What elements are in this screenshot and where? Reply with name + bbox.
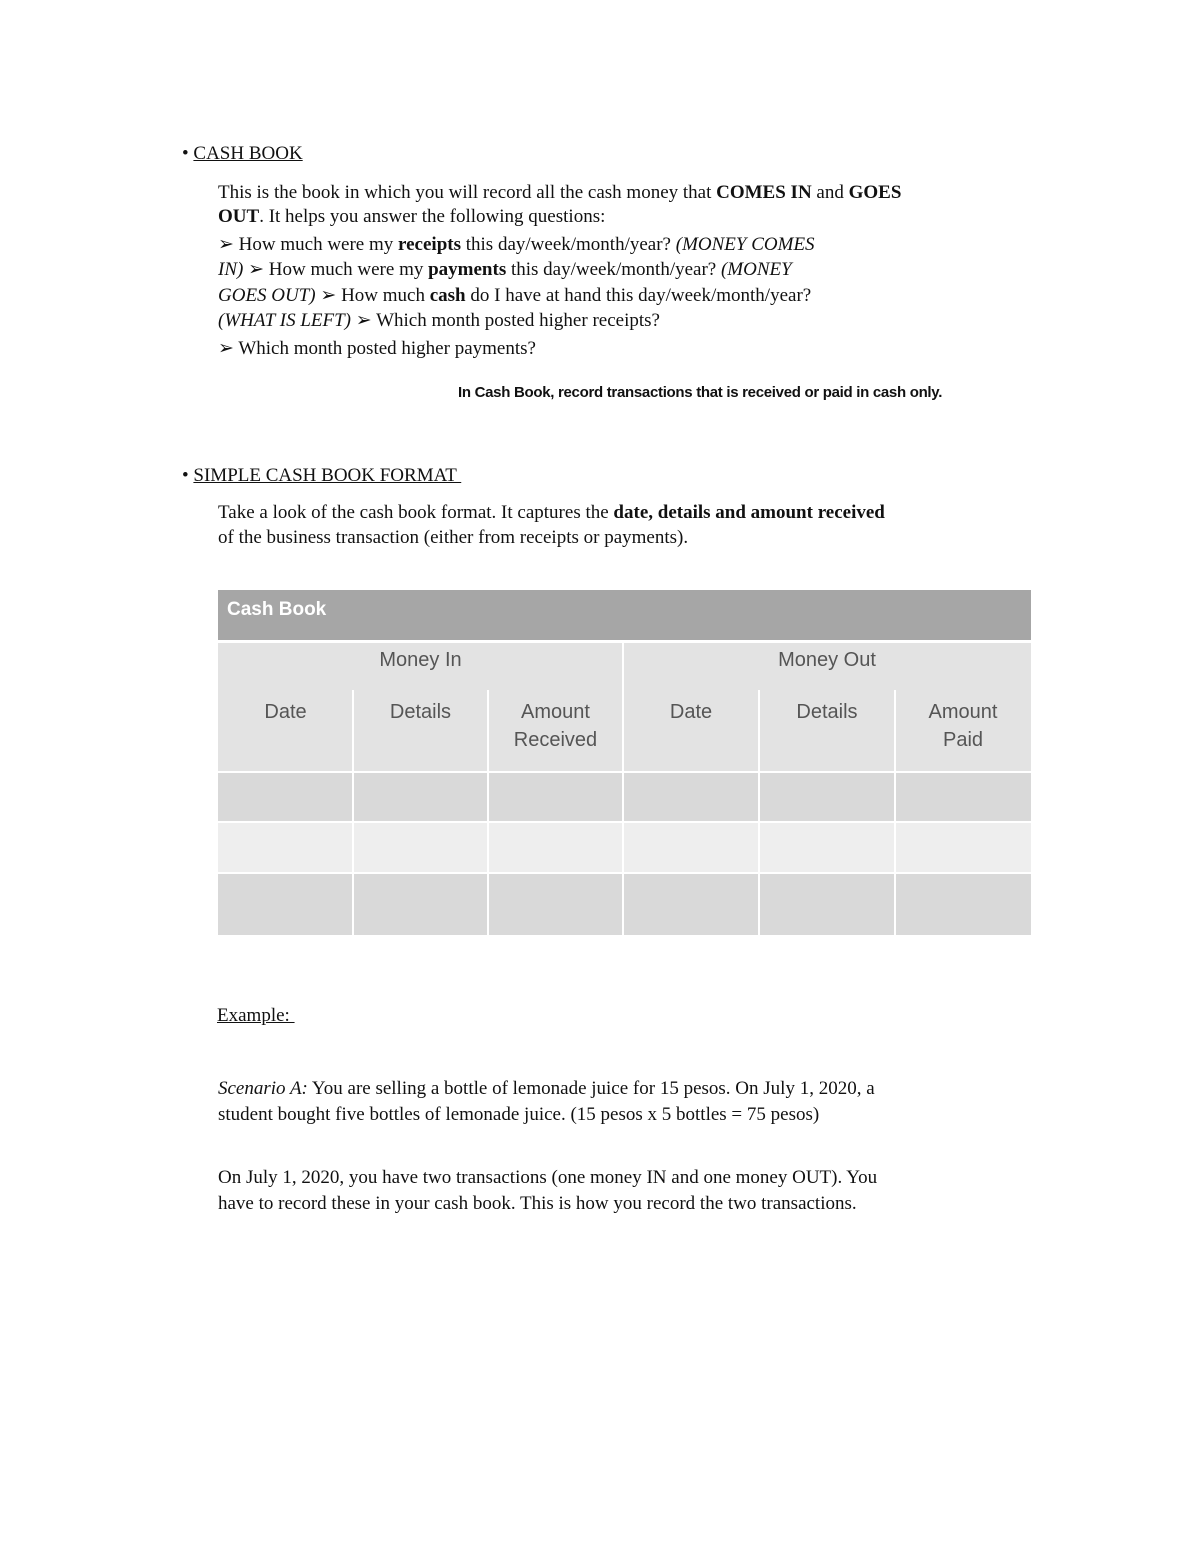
question-line-4 (218, 308, 660, 334)
col-amount-paid: Amount Paid (895, 690, 1031, 772)
col-details-in: Details (353, 690, 488, 772)
question-text: How much were my (268, 259, 429, 280)
arrow-icon: ➢ (218, 338, 234, 359)
simple-format-heading (182, 463, 461, 489)
question-note: IN) (218, 259, 244, 280)
out-text: OUT (218, 206, 260, 227)
scenario-text: You are selling a bottle of lemonade juice for 15 pesos. On July 1, 2020, a (307, 1078, 875, 1099)
intro-text: and (811, 182, 849, 203)
transactions-line-2: have to record these in your cash book. This is how you record the two transactions. (218, 1193, 857, 1214)
cash-book-table (218, 590, 1031, 935)
cash-book-note: In Cash Book, record transactions that is received or paid in cash only. (458, 384, 943, 401)
divider (218, 821, 1031, 823)
question-line-2 (218, 257, 792, 283)
question-text: How much were my (238, 234, 399, 255)
col-date-in: Date (218, 690, 353, 772)
intro-text: . It helps you answer the following questions: (259, 206, 606, 227)
table-title: Cash Book (218, 590, 1031, 640)
question-text: this day/week/month/year? (506, 259, 721, 280)
question-line-5 (218, 336, 536, 362)
bullet: • (182, 465, 189, 486)
divider (218, 640, 1031, 643)
divider (218, 771, 1031, 773)
question-text: do I have at hand this day/week/month/year? (465, 285, 812, 306)
format-bold-text: date, details and amount received (613, 502, 885, 523)
cash-text: cash (429, 285, 466, 306)
divider (487, 690, 489, 935)
question-line-3 (218, 283, 811, 309)
table-row (218, 873, 1031, 935)
money-in-header: Money In (218, 643, 623, 690)
divider (218, 872, 1031, 874)
divider (352, 690, 354, 935)
intro-line-1 (218, 180, 901, 206)
question-note: GOES OUT) (218, 285, 316, 306)
bullet: • (182, 143, 189, 164)
comes-in-text: COMES IN (716, 182, 812, 203)
arrow-icon: ➢ (248, 259, 264, 280)
divider (894, 690, 896, 935)
scenario-label: Scenario A: (218, 1078, 308, 1099)
format-text: Take a look of the cash book format. It captures the (218, 502, 614, 523)
arrow-icon: ➢ (218, 234, 234, 255)
question-text: Which month posted higher receipts? (376, 310, 660, 331)
question-text: How much (341, 285, 430, 306)
scenario-line-1 (218, 1076, 875, 1102)
table-row (218, 772, 1031, 822)
col-amount-received: Amount Received (488, 690, 623, 772)
col-date-out: Date (623, 690, 759, 772)
cash-book-heading (182, 141, 303, 167)
question-note: (MONEY (720, 259, 792, 280)
scenario-line-2: student bought five bottles of lemonade juice. (15 pesos x 5 bottles = 75 pesos) (218, 1104, 820, 1125)
arrow-icon: ➢ (320, 285, 337, 306)
divider (622, 643, 624, 935)
col-details-out: Details (759, 690, 895, 772)
example-label: Example: (217, 1005, 295, 1026)
question-note: (MONEY COMES (675, 234, 815, 255)
receipts-text: receipts (398, 234, 461, 255)
table-row (218, 822, 1031, 873)
question-text: this day/week/month/year? (461, 234, 676, 255)
question-note: (WHAT IS LEFT) (218, 310, 351, 331)
heading-text: SIMPLE CASH BOOK FORMAT (193, 465, 462, 486)
question-text: Which month posted higher payments? (238, 338, 536, 359)
goes-text: GOES (848, 182, 902, 203)
arrow-icon: ➢ (355, 310, 372, 331)
intro-text: This is the book in which you will record all the cash money that (218, 182, 717, 203)
format-line-2: of the business transaction (either from receipts or payments). (218, 527, 689, 548)
transactions-line-1: On July 1, 2020, you have two transactions (one money IN and one money OUT). You (218, 1167, 878, 1188)
heading-text: CASH BOOK (193, 143, 303, 164)
format-line-1 (218, 500, 885, 526)
intro-line-2 (218, 204, 605, 230)
money-out-header: Money Out (623, 643, 1031, 690)
question-line-1 (218, 232, 815, 258)
payments-text: payments (428, 259, 507, 280)
divider (758, 690, 760, 935)
